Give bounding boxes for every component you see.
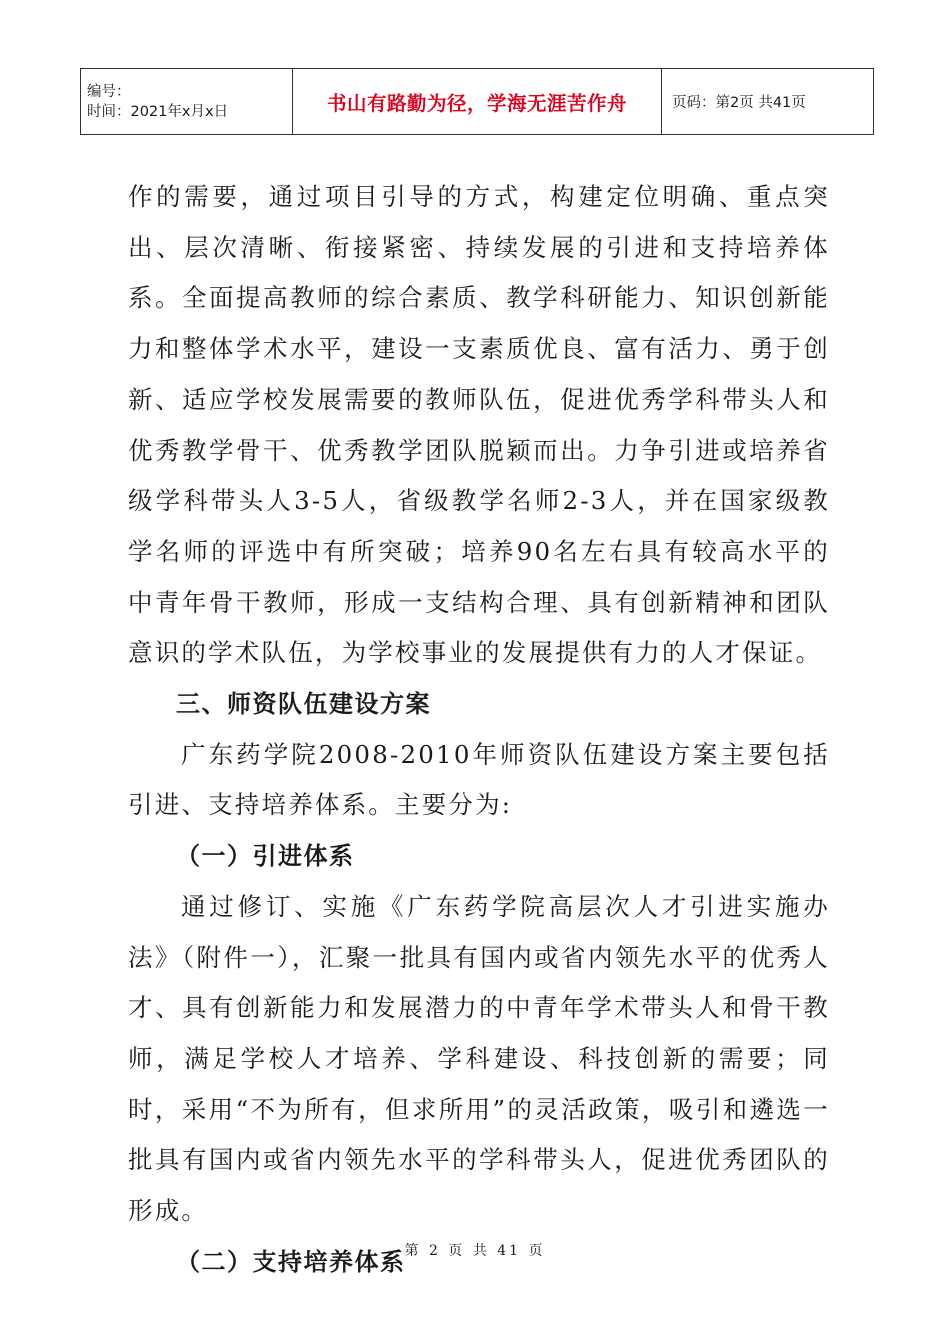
body-paragraph-2: 广东药学院2008-2010年师资队伍建设方案主要包括引进、支持培养体系。主要分为: bbox=[128, 739, 830, 820]
body-paragraph-3: 通过修订、实施《广东药学院高层次人才引进实施办法》（附件一），汇聚一批具有国内或省内领先水平的优秀人才、具有创新能力和发展潜力的中青年学术带头人和骨干教师，满足学校人才培养、学科建设、科技创新的需要；同时，采用“不为所有，但求所用”的灵活政策，吸引和遴选一批具有国内或省内领先水平的学科带头人，促进优秀团队的形成。 bbox=[128, 891, 830, 1226]
section-heading-3: 三、师资队伍建设方案 bbox=[176, 690, 431, 719]
subsection-heading-1: （一）引进体系 bbox=[176, 842, 355, 871]
page-header-table bbox=[80, 68, 874, 135]
document-number-label: 编号： bbox=[87, 83, 131, 100]
header-page-info: 页码：第2页 共41页 bbox=[662, 69, 874, 135]
subsection-heading-2: （二）支持培养体系 bbox=[176, 1247, 406, 1276]
header-motto: 书山有路勤为径，学海无涯苦作舟 bbox=[293, 69, 662, 135]
header-meta-cell bbox=[81, 69, 293, 135]
document-body bbox=[128, 172, 830, 1287]
page-footer: 第 2 页 共 41 页 bbox=[404, 1243, 546, 1259]
body-paragraph-1: 作的需要，通过项目引导的方式，构建定位明确、重点突出、层次清晰、衔接紧密、持续发展的引进和支持培养体系。全面提高教师的综合素质、教学科研能力、知识创新能力和整体学术水平，建设一支素质优良、富有活力、勇于创新、适应学校发展需要的教师队伍，促进优秀学科带头人和优秀教学骨干、优秀教学团队脱颖而出。力争引进或培养省级学科带头人3-5人，省级教学名师2-3人，并在国家级教学名师的评选中有所突破；培养90名左右具有较高水平的中青年骨干教师，形成一支结构合理、具有创新精神和团队意识的学术队伍，为学校事业的发展提供有力的人才保证。 bbox=[128, 182, 830, 668]
document-time-label: 时间：2021年x月x日 bbox=[87, 103, 229, 120]
